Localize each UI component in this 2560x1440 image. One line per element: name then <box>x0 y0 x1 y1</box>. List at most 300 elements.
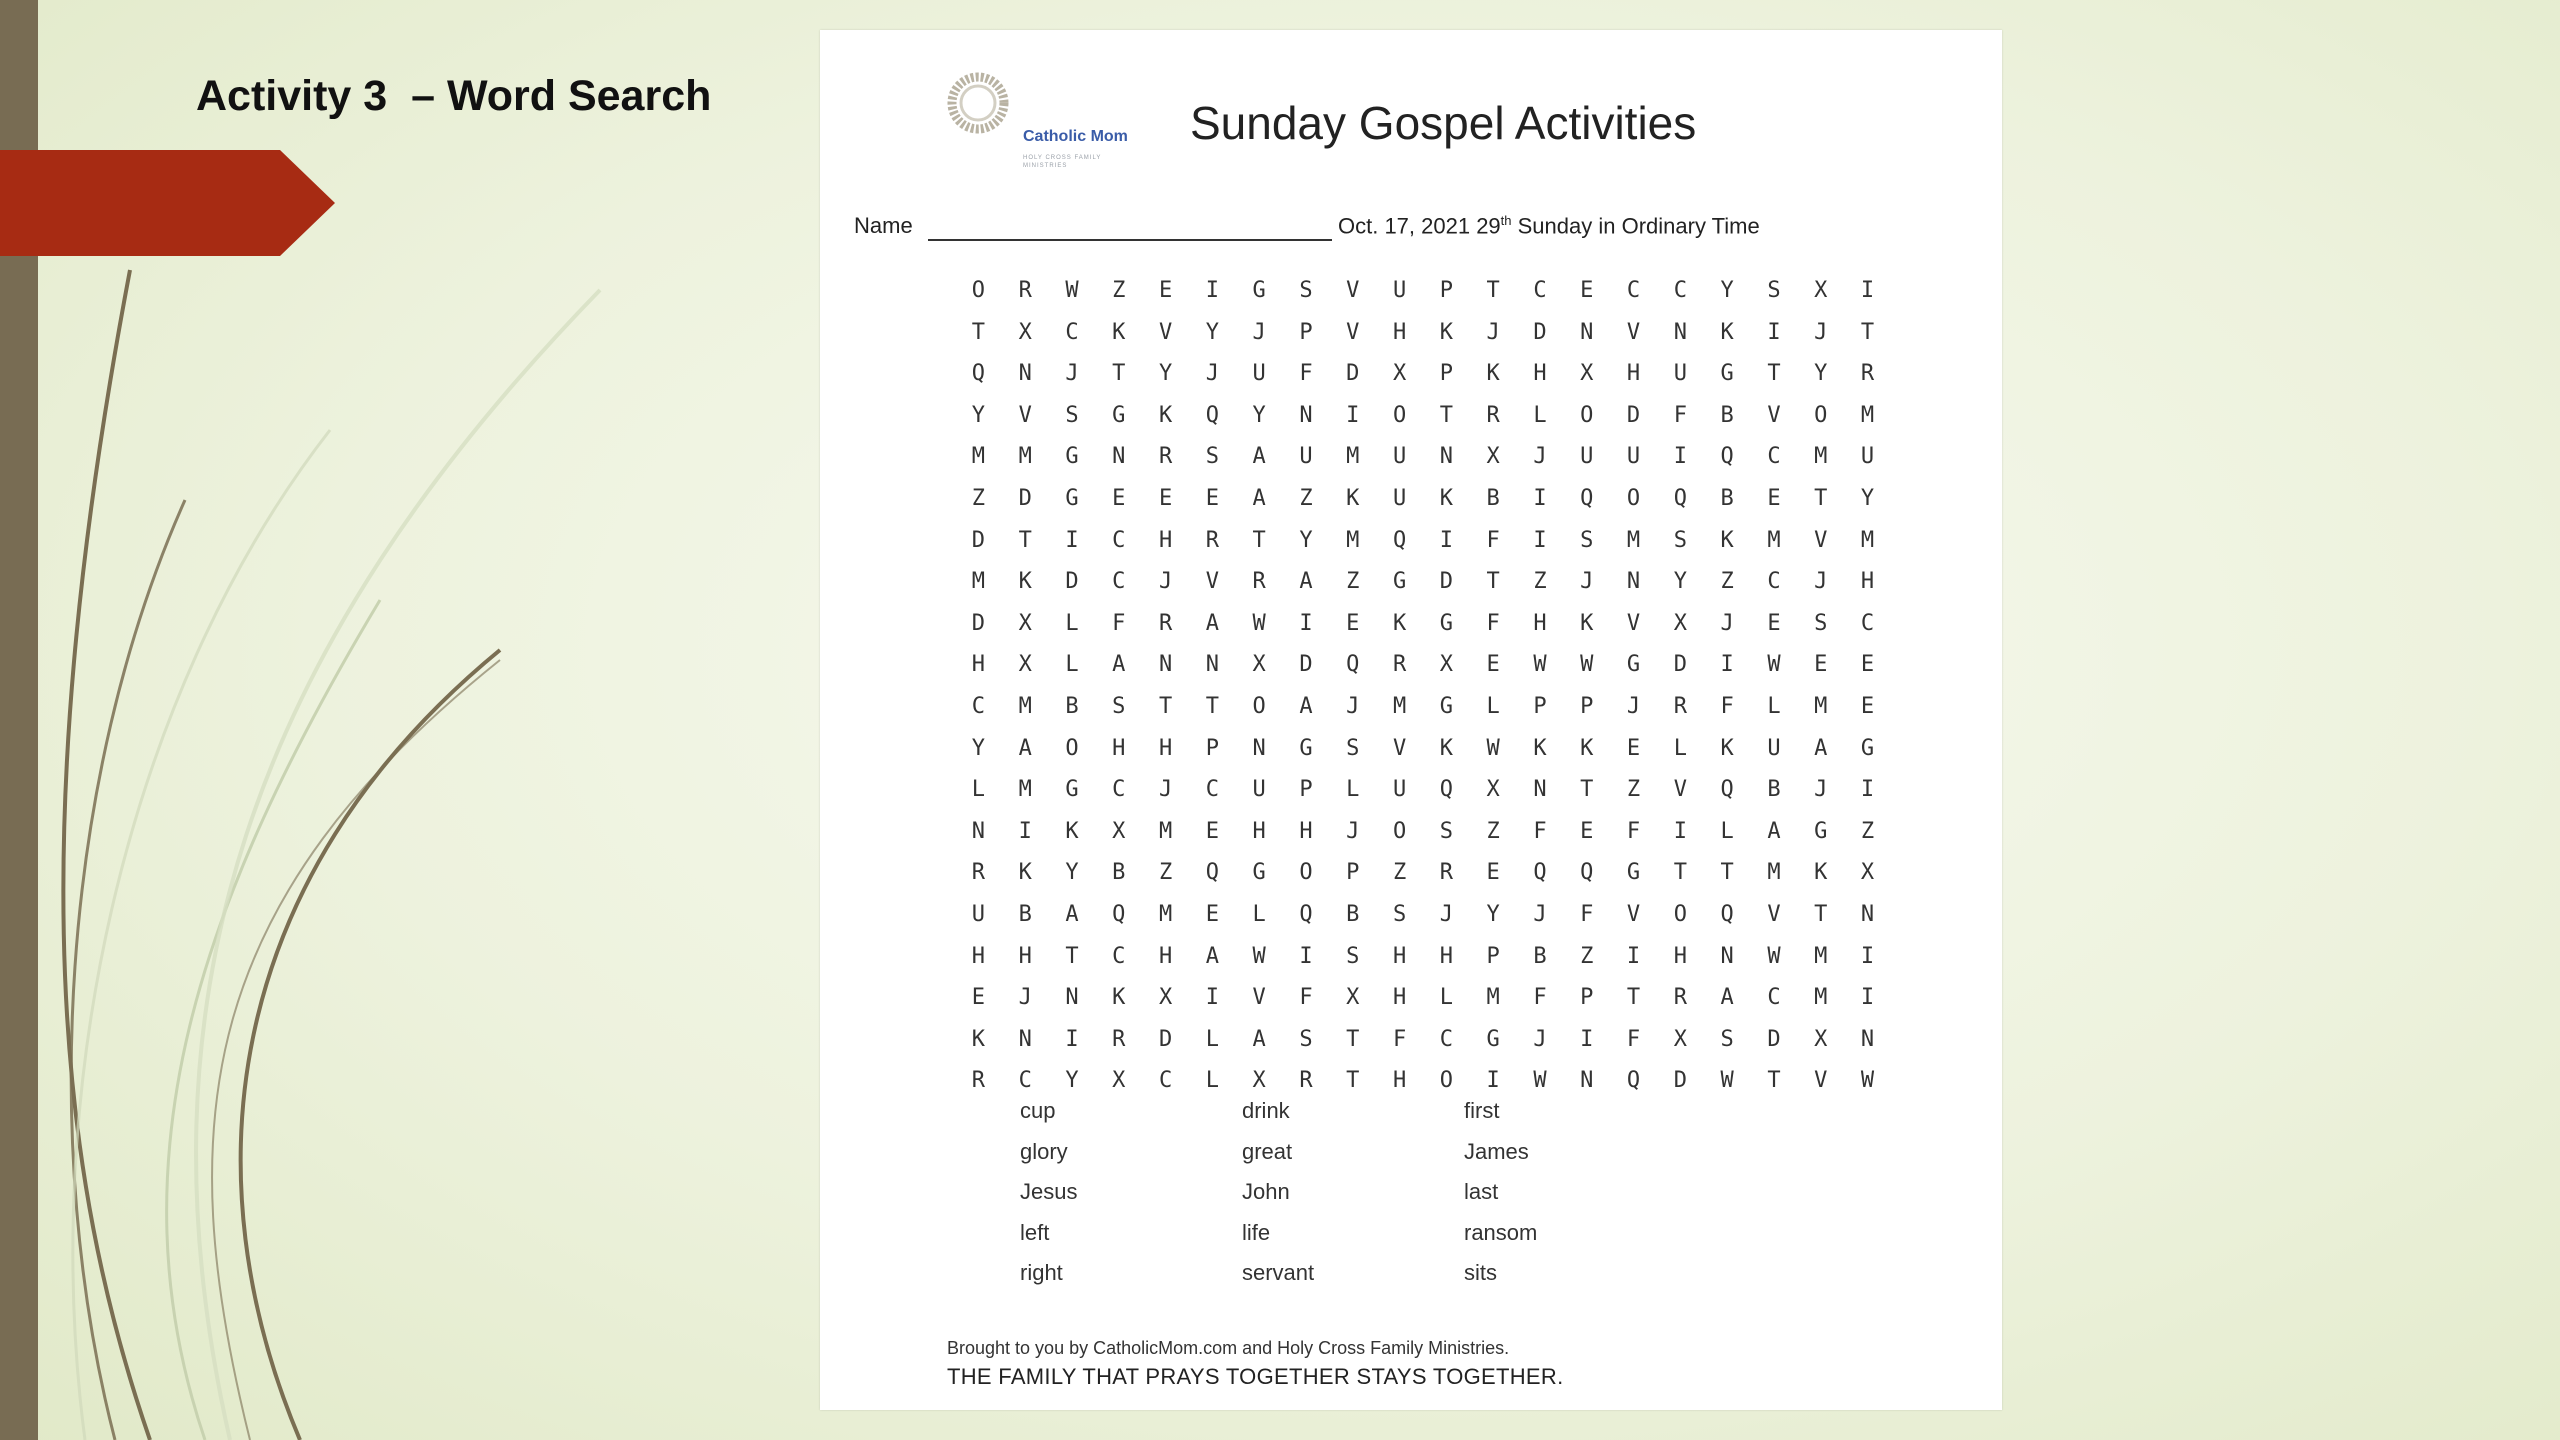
grid-letter: T <box>1065 943 1079 969</box>
grid-letter: H <box>1392 943 1407 969</box>
grid-letter: H <box>1673 943 1687 969</box>
grid-letter: P <box>1439 361 1453 387</box>
grid-letter: P <box>1299 319 1313 345</box>
grid-letter: M <box>1018 444 1032 470</box>
grid-letter: C <box>1767 985 1781 1011</box>
word-list-item: glory <box>1020 1138 1068 1164</box>
grid-letter: B <box>1065 693 1079 719</box>
grid-letter: A <box>1720 985 1734 1011</box>
grid-letter: W <box>1486 735 1500 761</box>
grid-letter: F <box>1299 361 1313 387</box>
grid-letter: W <box>1533 1068 1547 1094</box>
grid-letter: G <box>1299 735 1313 761</box>
grid-letter: H <box>1533 361 1547 387</box>
grid-letter: R <box>1018 278 1032 303</box>
grid-letter: O <box>1065 735 1079 761</box>
grid-letter: G <box>1626 860 1641 886</box>
grid-letter: F <box>1533 985 1547 1011</box>
grid-letter: K <box>1720 735 1734 761</box>
grid-letter: S <box>1346 735 1360 761</box>
grid-letter: I <box>1533 485 1547 511</box>
grid-letter: K <box>1112 319 1126 345</box>
grid-letter: U <box>1767 735 1781 761</box>
grid-letter: A <box>1299 569 1313 595</box>
grid-letter: J <box>1065 361 1079 387</box>
grid-letter: B <box>1486 485 1500 511</box>
grid-letter: H <box>1392 985 1407 1011</box>
grid-letter: X <box>1018 652 1032 678</box>
grid-letter: T <box>1580 777 1594 803</box>
grid-letter: J <box>1814 777 1828 803</box>
grid-letter: C <box>1112 569 1126 595</box>
grid-letter: Q <box>971 361 986 387</box>
grid-letter: R <box>1392 652 1407 678</box>
grid-letter: G <box>1626 652 1641 678</box>
grid-letter: P <box>1580 693 1594 719</box>
grid-letter: J <box>1486 319 1500 345</box>
grid-letter: A <box>1205 943 1219 969</box>
grid-letter: E <box>1486 860 1500 886</box>
grid-letter: U <box>1252 361 1266 387</box>
grid-letter: N <box>1018 361 1032 387</box>
grid-letter: E <box>1626 735 1641 761</box>
grid-letter: H <box>1299 818 1313 844</box>
worksheet-title: Sunday Gospel Activities <box>1190 97 1697 149</box>
grid-letter: K <box>1439 485 1453 511</box>
grid-letter: T <box>1814 901 1828 927</box>
grid-letter: N <box>1580 319 1594 345</box>
grid-letter: U <box>1580 444 1594 470</box>
grid-letter: B <box>1533 943 1547 969</box>
grid-letter: U <box>1392 278 1407 303</box>
word-list-item: James <box>1464 1138 1529 1164</box>
grid-letter: V <box>1626 610 1641 636</box>
grid-letter: R <box>1158 444 1173 470</box>
grid-letter: H <box>1252 818 1266 844</box>
grid-letter: R <box>971 1068 986 1094</box>
grid-letter: E <box>1346 610 1360 636</box>
date-main: Oct. 17, 2021 29 <box>1338 213 1501 239</box>
grid-letter: S <box>1392 901 1407 927</box>
grid-letter: I <box>1299 943 1313 969</box>
grid-letter: G <box>1065 777 1079 803</box>
grid-letter: C <box>1112 527 1126 553</box>
grid-letter: C <box>1626 278 1641 303</box>
grid-letter: O <box>1252 693 1266 719</box>
grid-letter: X <box>1814 1026 1828 1052</box>
grid-letter: K <box>1018 569 1032 595</box>
grid-letter: F <box>1626 1026 1641 1052</box>
grid-letter: W <box>1767 943 1781 969</box>
grid-letter: C <box>1158 1068 1173 1094</box>
grid-letter: J <box>1158 777 1173 803</box>
grid-letter: Q <box>1580 860 1594 886</box>
letter-grid <box>955 270 1891 1102</box>
grid-letter: O <box>1673 901 1687 927</box>
grid-letter: X <box>1346 985 1360 1011</box>
grid-letter: H <box>1533 610 1547 636</box>
grid-letter: Z <box>1580 943 1594 969</box>
grid-letter: Z <box>1346 569 1360 595</box>
grid-letter: P <box>1580 985 1594 1011</box>
grid-letter: G <box>1439 610 1453 636</box>
grid-letter: N <box>1720 943 1734 969</box>
grid-letter: M <box>971 444 986 470</box>
grid-letter: V <box>1626 901 1641 927</box>
grid-letter: I <box>1486 1068 1500 1094</box>
footer-motto: THE FAMILY THAT PRAYS TOGETHER STAYS TOGETHER. <box>947 1364 1564 1389</box>
grid-letter: Q <box>1205 860 1219 886</box>
grid-letter: R <box>971 860 986 886</box>
grid-letter: G <box>1814 818 1828 844</box>
grid-letter: W <box>1533 652 1547 678</box>
grid-letter: E <box>1158 278 1173 303</box>
grid-letter: X <box>1486 444 1500 470</box>
grid-letter: M <box>1626 527 1641 553</box>
word-list-item: servant <box>1242 1260 1315 1285</box>
grid-letter: O <box>1439 1068 1453 1094</box>
grid-letter: I <box>1860 278 1875 303</box>
word-list-item: drink <box>1242 1098 1290 1123</box>
grid-letter: D <box>1299 652 1313 678</box>
grid-letter: W <box>1720 1068 1734 1094</box>
grid-letter: G <box>1439 693 1453 719</box>
grid-letter: G <box>1486 1026 1500 1052</box>
grid-letter: Q <box>1626 1068 1641 1094</box>
grid-letter: T <box>1486 278 1500 303</box>
grid-letter: H <box>1392 1068 1407 1094</box>
grid-letter: G <box>1392 569 1407 595</box>
grid-letter: B <box>1720 485 1734 511</box>
grid-letter: N <box>1673 319 1687 345</box>
grid-letter: H <box>1158 527 1173 553</box>
grid-letter: T <box>1860 319 1875 345</box>
grid-letter: J <box>1626 693 1641 719</box>
grid-letter: T <box>1767 1068 1781 1094</box>
grid-letter: A <box>1018 735 1032 761</box>
grid-letter: O <box>1626 485 1641 511</box>
grid-letter: M <box>1158 818 1173 844</box>
grid-letter: C <box>1439 1026 1453 1052</box>
grid-letter: Q <box>1392 527 1407 553</box>
grid-letter: R <box>1299 1068 1313 1094</box>
grid-letter: Z <box>1112 278 1126 303</box>
grid-letter: K <box>1112 985 1126 1011</box>
grid-letter: N <box>1580 1068 1594 1094</box>
grid-letter: Y <box>1486 901 1500 927</box>
grid-letter: H <box>1439 943 1453 969</box>
grid-letter: Z <box>1486 818 1500 844</box>
grid-letter: P <box>1439 278 1453 303</box>
grid-letter: T <box>1486 569 1500 595</box>
grid-letter: F <box>1299 985 1313 1011</box>
grid-letter: T <box>1439 402 1453 428</box>
grid-letter: C <box>1112 777 1126 803</box>
grid-letter: I <box>1673 444 1687 470</box>
grid-letter: O <box>1814 402 1828 428</box>
grid-letter: U <box>1252 777 1266 803</box>
grid-letter: J <box>1346 818 1360 844</box>
grid-letter: S <box>1580 527 1594 553</box>
grid-letter: G <box>1720 361 1734 387</box>
grid-letter: K <box>1346 485 1360 511</box>
grid-letter: K <box>971 1026 986 1052</box>
grid-letter: R <box>1860 361 1875 387</box>
grid-letter: S <box>1299 278 1313 303</box>
word-list-item: ransom <box>1464 1219 1538 1245</box>
grid-letter: L <box>1065 610 1079 636</box>
grid-letter: L <box>1533 402 1547 428</box>
grid-letter: C <box>1205 777 1219 803</box>
grid-letter: I <box>1860 943 1875 969</box>
grid-letter: N <box>971 818 986 844</box>
grid-letter: E <box>1767 485 1781 511</box>
grid-letter: I <box>1205 278 1219 303</box>
grid-letter: C <box>1767 444 1781 470</box>
grid-letter: N <box>1158 652 1173 678</box>
grid-letter: T <box>1346 1068 1360 1094</box>
grid-letter: W <box>1252 943 1266 969</box>
grid-letter: K <box>1065 818 1079 844</box>
grid-letter: J <box>1346 693 1360 719</box>
grid-letter: X <box>1018 319 1032 345</box>
grid-letter: M <box>1860 527 1875 553</box>
grid-letter: A <box>1299 693 1313 719</box>
grid-letter: G <box>1252 278 1266 303</box>
grid-letter: E <box>1205 901 1219 927</box>
word-list-item: first <box>1464 1098 1500 1123</box>
grid-letter: K <box>1486 361 1500 387</box>
grid-letter: V <box>1767 901 1781 927</box>
grid-letter: M <box>1814 693 1828 719</box>
grid-letter: X <box>1486 777 1500 803</box>
word-list-item: Jesus <box>1020 1179 1078 1204</box>
grid-letter: Q <box>1533 860 1547 886</box>
grid-letter: X <box>1814 278 1828 303</box>
grid-letter: I <box>1626 943 1641 969</box>
grid-letter: M <box>1018 693 1032 719</box>
grid-letter: T <box>1112 361 1126 387</box>
grid-letter: F <box>1486 610 1500 636</box>
grid-letter: X <box>1112 818 1126 844</box>
grid-letter: P <box>1299 777 1313 803</box>
grid-letter: V <box>1814 1068 1828 1094</box>
grid-letter: L <box>1205 1068 1219 1094</box>
grid-letter: A <box>1112 652 1126 678</box>
grid-letter: V <box>1252 985 1266 1011</box>
grid-letter: H <box>1158 735 1173 761</box>
grid-letter: T <box>971 319 986 345</box>
grid-letter: M <box>1814 444 1828 470</box>
grid-letter: D <box>1673 652 1687 678</box>
grid-letter: F <box>1673 402 1687 428</box>
grid-letter: T <box>1252 527 1266 553</box>
grid-letter: I <box>1720 652 1734 678</box>
grid-letter: A <box>1205 610 1219 636</box>
grid-letter: Z <box>1158 860 1173 886</box>
grid-letter: Q <box>1346 652 1360 678</box>
grid-letter: K <box>1158 402 1173 428</box>
grid-letter: D <box>1533 319 1547 345</box>
grid-letter: N <box>1205 652 1219 678</box>
grid-letter: N <box>1860 901 1875 927</box>
grid-letter: H <box>971 943 986 969</box>
grid-letter: L <box>1346 777 1360 803</box>
grid-letter: O <box>971 278 986 303</box>
grid-letter: N <box>1439 444 1453 470</box>
grid-letter: C <box>1673 278 1687 303</box>
grid-letter: E <box>1767 610 1781 636</box>
grid-letter: S <box>1767 278 1781 303</box>
grid-letter: Q <box>1205 402 1219 428</box>
grid-letter: F <box>1392 1026 1407 1052</box>
grid-letter: A <box>1252 485 1266 511</box>
grid-letter: V <box>1018 402 1032 428</box>
footer-credit: Brought to you by CatholicMom.com and Holy Cross Family Ministries. <box>947 1338 1510 1358</box>
grid-letter: M <box>1486 985 1500 1011</box>
grid-letter: E <box>1860 652 1875 678</box>
grid-letter: C <box>1860 610 1875 636</box>
grid-letter: I <box>1439 527 1453 553</box>
grid-letter: Y <box>1860 485 1875 511</box>
grid-letter: T <box>1158 693 1173 719</box>
grid-letter: J <box>1533 1026 1547 1052</box>
grid-letter: Z <box>1626 777 1641 803</box>
grid-letter: T <box>1626 985 1641 1011</box>
grid-letter: X <box>1252 1068 1266 1094</box>
grid-letter: M <box>1158 901 1173 927</box>
grid-letter: W <box>1580 652 1594 678</box>
grid-letter: Y <box>1299 527 1313 553</box>
grid-letter: M <box>1814 943 1828 969</box>
grid-letter: I <box>1065 1026 1079 1052</box>
grid-letter: H <box>1626 361 1641 387</box>
word-list-item: great <box>1242 1138 1293 1164</box>
grid-letter: H <box>1860 569 1875 595</box>
grid-letter: S <box>1720 1026 1734 1052</box>
grid-letter: F <box>1580 901 1594 927</box>
grid-letter: E <box>1205 818 1219 844</box>
grid-letter: L <box>1065 652 1079 678</box>
grid-letter: V <box>1205 569 1219 595</box>
grid-letter: K <box>1533 735 1547 761</box>
grid-letter: D <box>1673 1068 1687 1094</box>
grid-letter: L <box>1486 693 1500 719</box>
grid-letter: I <box>1346 402 1360 428</box>
grid-letter: O <box>1580 402 1594 428</box>
grid-letter: S <box>1346 943 1360 969</box>
grid-letter: T <box>1018 527 1032 553</box>
grid-letter: N <box>1252 735 1266 761</box>
grid-letter: L <box>1439 985 1453 1011</box>
grid-letter: Q <box>1720 901 1734 927</box>
grid-letter: Z <box>1533 569 1547 595</box>
grid-letter: I <box>1018 818 1032 844</box>
grid-letter: Y <box>1673 569 1687 595</box>
grid-letter: B <box>1112 860 1126 886</box>
date-superscript: th <box>1500 213 1512 228</box>
grid-letter: M <box>1860 402 1875 428</box>
grid-letter: V <box>1346 319 1360 345</box>
grid-letter: J <box>1158 569 1173 595</box>
grid-letter: K <box>1392 610 1407 636</box>
grid-letter: J <box>1720 610 1734 636</box>
grid-letter: L <box>1767 693 1781 719</box>
catholic-mom-ring-icon <box>945 70 1011 136</box>
grid-letter: J <box>1252 319 1266 345</box>
grid-letter: U <box>1626 444 1641 470</box>
grid-letter: G <box>1065 444 1079 470</box>
grid-letter: C <box>1767 569 1781 595</box>
grid-letter: E <box>1814 652 1828 678</box>
grid-letter: M <box>1346 527 1360 553</box>
grid-letter: X <box>1252 652 1266 678</box>
grid-letter: B <box>1767 777 1781 803</box>
grid-letter: C <box>1112 943 1126 969</box>
grid-letter: X <box>1158 985 1173 1011</box>
grid-letter: X <box>1673 1026 1687 1052</box>
grid-letter: L <box>1252 901 1266 927</box>
grid-letter: Q <box>1112 901 1126 927</box>
grid-letter: D <box>1158 1026 1173 1052</box>
grid-letter: F <box>1626 818 1641 844</box>
grid-letter: U <box>971 901 986 927</box>
word-list-item: sits <box>1464 1260 1497 1285</box>
catholic-mom-logo <box>945 70 1145 169</box>
logo-subtitle: HOLY CROSS FAMILY MINISTRIES <box>1023 155 1102 169</box>
grid-letter: K <box>1580 610 1594 636</box>
grid-letter: I <box>1299 610 1313 636</box>
grid-letter: W <box>1065 278 1079 303</box>
grid-letter: L <box>1673 735 1687 761</box>
grid-letter: U <box>1299 444 1313 470</box>
grid-letter: D <box>1767 1026 1781 1052</box>
grid-letter: Y <box>1065 1068 1079 1094</box>
grid-letter: B <box>1018 901 1032 927</box>
grid-letter: Y <box>1720 278 1734 303</box>
grid-letter: H <box>1392 319 1407 345</box>
grid-letter: K <box>1580 735 1594 761</box>
grid-letter: Y <box>1205 319 1219 345</box>
grid-letter: I <box>1580 1026 1594 1052</box>
grid-letter: T <box>1814 485 1828 511</box>
grid-letter: D <box>1018 485 1032 511</box>
grid-letter: X <box>1860 860 1875 886</box>
grid-letter: T <box>1767 361 1781 387</box>
grid-letter: A <box>1252 1026 1266 1052</box>
grid-letter: R <box>1158 610 1173 636</box>
grid-letter: F <box>1720 693 1734 719</box>
grid-letter: S <box>1673 527 1687 553</box>
grid-letter: E <box>1860 693 1875 719</box>
grid-letter: P <box>1486 943 1500 969</box>
grid-letter: E <box>1486 652 1500 678</box>
date-text <box>1338 213 1760 239</box>
grid-letter: Y <box>971 735 986 761</box>
grid-letter: J <box>1533 901 1547 927</box>
grid-letter: N <box>1018 1026 1032 1052</box>
grid-letter: D <box>971 527 986 553</box>
grid-letter: S <box>1439 818 1453 844</box>
grid-letter: E <box>1580 818 1594 844</box>
grid-letter: D <box>1065 569 1079 595</box>
grid-letter: G <box>1065 485 1079 511</box>
grid-letter: D <box>971 610 986 636</box>
grid-letter: S <box>1112 693 1126 719</box>
grid-letter: V <box>1158 319 1173 345</box>
grid-letter: K <box>1018 860 1032 886</box>
grid-letter: S <box>1065 402 1079 428</box>
